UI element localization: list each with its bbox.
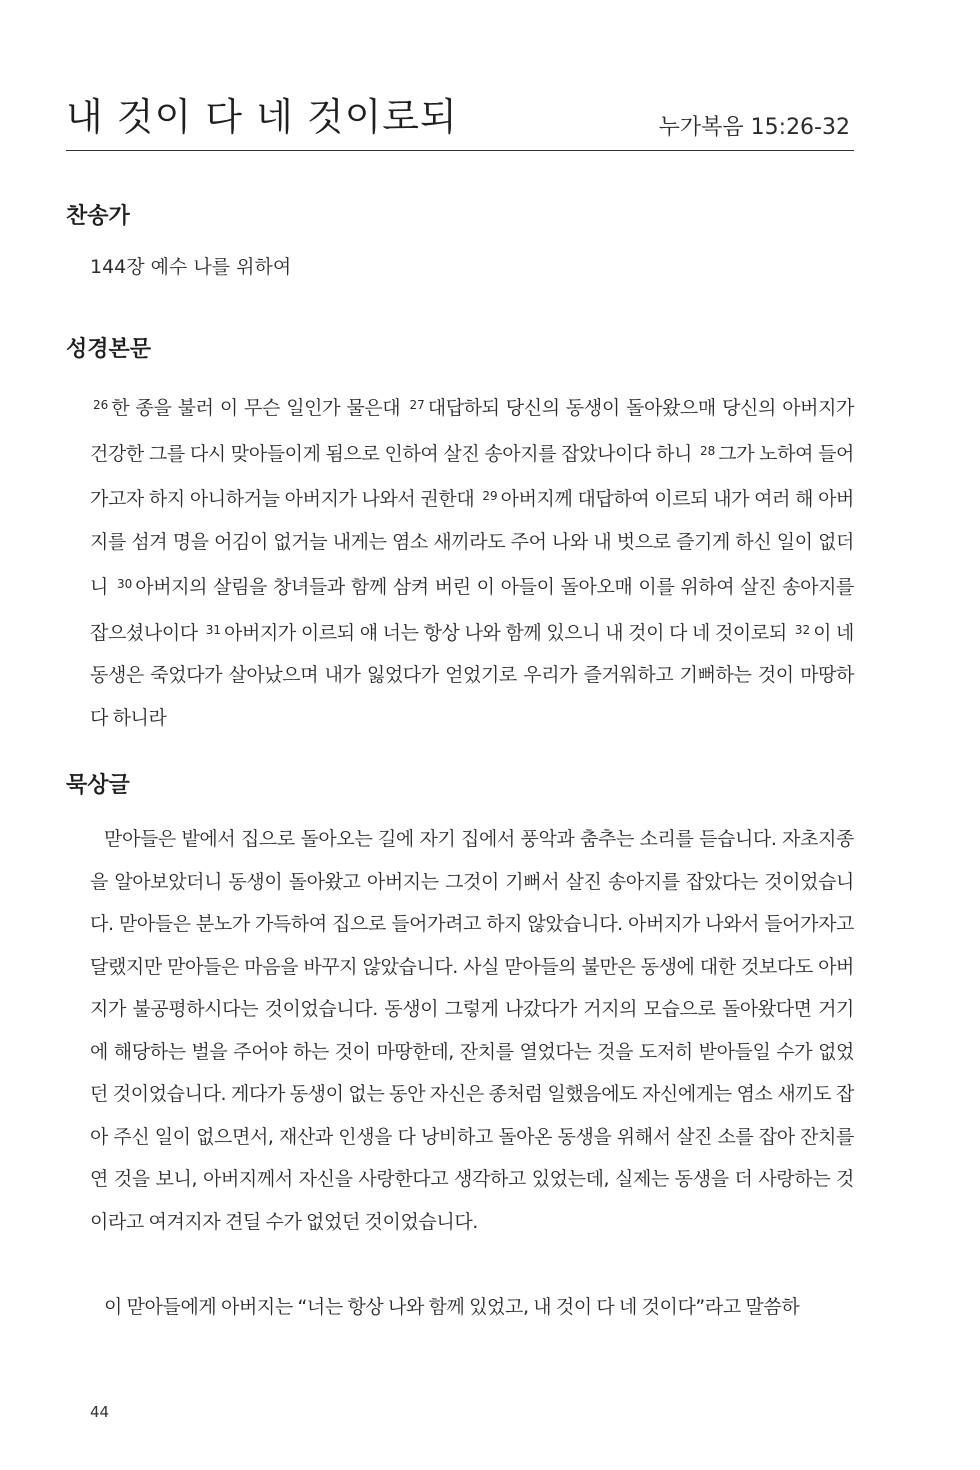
page-title: 내 것이 다 네 것이로되 [66, 95, 458, 139]
page-header [66, 92, 854, 151]
verse-text: 대답하되 당신의 동생이 돌아왔으매 당신의 아버지가 건강한 그를 다시 맞아들이게 됨으로 인하여 살진 송아지를 잡았나이다 하니 [90, 397, 855, 465]
hymn-text: 144장 예수 나를 위하여 [90, 256, 292, 278]
scripture-body [90, 384, 854, 739]
verse-text: 한 종을 불러 이 무슨 일인가 물은대 [111, 397, 401, 419]
meditation-paragraph: 맏아들은 밭에서 집으로 돌아오는 길에 자기 집에서 풍악과 춤추는 소리를 듣습니다. 자초지종을 알아보았더니 동생이 돌아왔고 아버지는 그것이 기뻐서 살진 송아지를 잡았다는 것이었습니다. 맏아들은 분노가 가득하여 집으로 들어가려고 하지 않았습니다. 아버지가 나와서 들어가자고 달랬지만 맏아들은 마음을 바꾸지 않았습니다. 사실 맏아들의 불만은 동생에 대한 것보다도 아버지가 불공평하시다는 것이었습니다. 동생이 그렇게 나갔다가 거지의 모습으로 돌아왔다면 거기에 해당하는 벌을 주어야 하는 것이 마땅한데, 잔치를 열었다는 것을 도저히 받아들일 수가 없었던 것이었습니다. 게다가 동생이 없는 동안 자신은 종처럼 일했음에도 자신에게는 염소 새끼도 잡아 주신 일이 없으면서, 재산과 인생을 다 낭비하고 돌아온 동생을 위해서 살진 소를 잡아 잔치를 연 것을 보니, 아버지께서 자신을 사랑한다고 생각하고 있었는데, 실제는 동생을 더 사랑하는 것이라고 여겨지자 견딜 수가 없었던 것이었습니다. [90, 828, 854, 1233]
verse-text: 아버지의 살림을 창녀들과 함께 삼켜 버린 이 아들이 돌아오매 이를 위하여 살진 송아지를 잡으셨나이다 [90, 576, 854, 644]
scripture-heading: 성경본문 [66, 337, 152, 362]
meditation-paragraph: 이 맏아들에게 아버지는 “너는 항상 나와 함께 있었고, 내 것이 다 네 것이다”라고 말씀하 [104, 1296, 800, 1318]
verse-text: 아버지가 이르되 얘 너는 항상 나와 함께 있으니 내 것이 다 네 것이로되 [224, 621, 787, 644]
verse-number: 29 [482, 489, 498, 503]
verse-number: 30 [117, 577, 133, 591]
verse-text: 그가 노하여 들어가고자 하지 아니하거늘 아버지가 나와서 권한대 [90, 442, 854, 510]
verse-text: 이 네 동생은 죽었다가 살아났으며 내가 잃었다가 얻었기로 우리가 즐거워하고 기뻐하는 것이 마땅하다 하니라 [90, 621, 855, 729]
verse-number: 27 [409, 398, 425, 412]
verse-number: 28 [699, 443, 716, 458]
verse-number: 31 [205, 622, 222, 637]
verse-number: 32 [794, 622, 811, 637]
verse-text: 아버지께 대답하여 이르되 내가 여러 해 아버지를 섬겨 명을 어김이 없거늘 내게는 염소 새끼라도 주어 나와 내 벗으로 즐기게 하신 일이 없더니 [90, 488, 855, 598]
scripture-reference: 누가복음 15:26-32 [658, 115, 850, 140]
page-number: 44 [90, 1403, 110, 1421]
verse-number: 26 [93, 398, 109, 412]
meditation-heading: 묵상글 [66, 773, 130, 798]
hymn-heading: 찬송가 [66, 204, 130, 229]
